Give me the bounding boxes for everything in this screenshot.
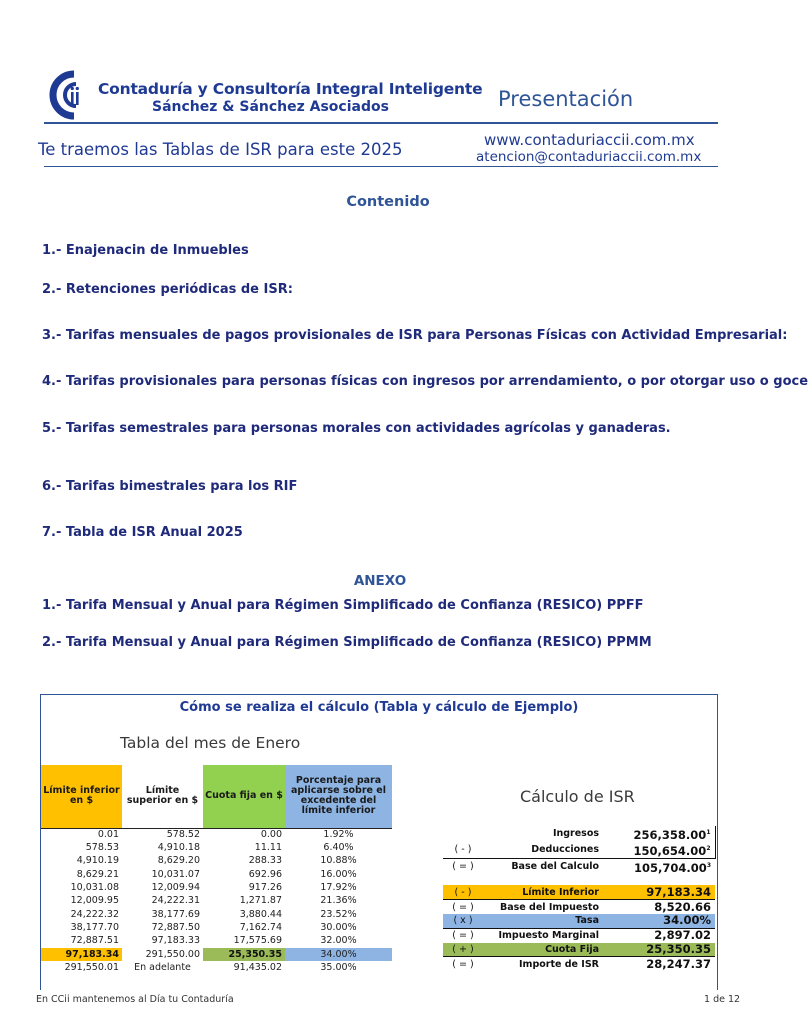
table-cell: 0.01	[97, 828, 119, 840]
calc-row-importe-isr	[443, 957, 715, 971]
calc-operator: ( = )	[452, 861, 474, 873]
header-divider	[44, 122, 718, 124]
header-divider-bottom	[44, 166, 718, 167]
calc-value: 8,520.66	[607, 900, 715, 914]
calc-label: Importe de ISR	[483, 957, 607, 971]
table-cell: 72,887.51	[70, 935, 119, 947]
table-row	[41, 828, 392, 841]
table-cell: 4,910.18	[157, 842, 200, 854]
table-row	[41, 881, 392, 894]
table-cell: 692.96	[248, 868, 282, 880]
table-cell: 25,350.35	[203, 948, 285, 961]
table-cell: 578.53	[85, 842, 119, 854]
table-cell: 38,177.70	[70, 922, 119, 934]
table-cell: 38,177.69	[151, 908, 200, 920]
table-cell: En adelante	[134, 962, 191, 974]
email-link[interactable]: atencion@contaduriaccii.com.mx	[476, 149, 702, 165]
table-row	[41, 895, 392, 908]
calc-spacer-cell	[443, 874, 483, 885]
page-title: Presentación	[498, 87, 634, 111]
table-cell: 0.00	[260, 828, 282, 840]
calc-row-base-calculo	[443, 858, 715, 874]
isr-table	[41, 765, 392, 975]
table-cell: 24,222.31	[151, 895, 200, 907]
table-cell: 578.52	[166, 828, 200, 840]
table-row	[41, 855, 392, 868]
calc-value: 256,358.00$^1$	[607, 826, 715, 842]
table-cell: 30.00%	[320, 922, 357, 934]
calc-label: Límite Inferior	[483, 885, 607, 899]
calc-spacer	[443, 874, 715, 885]
company-subtitle: Sánchez & Sánchez Asociados	[152, 99, 389, 115]
table-cell: 1,271.87	[239, 895, 282, 907]
footer-text: En CCii mantenemos al Día tu Contaduría	[36, 994, 234, 1005]
table-cell: 97,183.33	[151, 935, 200, 947]
table-cell: 91,435.02	[233, 962, 282, 974]
table-row	[41, 841, 392, 854]
calc-operator: ( = )	[443, 957, 483, 971]
annex-item-1[interactable]: 1.- Tarifa Mensual y Anual para Régimen Simplificado de Confianza (RESICO) PPFF	[42, 598, 644, 613]
table-cell: 10,031.08	[70, 882, 119, 894]
table-cell: 6.40%	[323, 842, 354, 854]
table-cell: 8,629.20	[157, 855, 200, 867]
calc-label: Cuota Fija	[483, 943, 607, 957]
table-row	[41, 908, 392, 921]
table-cell: 3,880.44	[239, 908, 282, 920]
calc-label: Base del Impuesto	[483, 900, 607, 914]
calc-row-base-impuesto	[443, 900, 715, 914]
header-porcentaje: Porcentaje para aplicarse sobre el excedente del límite inferior	[285, 765, 392, 828]
table-cell: 291,550.01	[64, 962, 119, 974]
calc-label: Deducciones	[483, 842, 607, 858]
toc-item-7[interactable]: 7.- Tabla de ISR Anual 2025	[42, 525, 243, 540]
calc-row-cuota-fija	[443, 943, 715, 957]
calc-operator: ( x )	[443, 914, 483, 928]
table-cell: 17.92%	[320, 882, 357, 894]
website-link[interactable]: www.contaduriaccii.com.mx	[484, 131, 695, 149]
calc-value: 97,183.34	[607, 885, 715, 899]
table-cell: 917.26	[248, 882, 282, 894]
calc-operator: ( - )	[443, 842, 483, 858]
table-cell: 72,887.50	[151, 922, 200, 934]
calc-label: Impuesto Marginal	[483, 928, 607, 942]
table-cell: 17,575.69	[233, 935, 282, 947]
calc-label: Tasa	[483, 914, 607, 928]
calc-value: 28,247.37	[607, 957, 715, 971]
calc-title: Cálculo de ISR	[520, 787, 635, 806]
table-cell: 11.11	[254, 842, 282, 854]
example-title: Cómo se realiza el cálculo (Tabla y cálculo de Ejemplo)	[179, 700, 579, 715]
table-row	[41, 935, 392, 948]
calc-row-impuesto-marginal	[443, 928, 715, 942]
table-row	[41, 961, 392, 974]
table-row	[41, 921, 392, 934]
table-cell: 8,629.21	[76, 868, 119, 880]
toc-item-6[interactable]: 6.- Tarifas bimestrales para los RIF	[42, 479, 298, 494]
calc-operator: ( - )	[443, 885, 483, 899]
toc-item-5[interactable]: 5.- Tarifas semestrales para personas morales con actividades agrícolas y ganaderas.	[42, 421, 671, 436]
contents-title: Contenido	[346, 194, 430, 210]
annex-item-2[interactable]: 2.- Tarifa Mensual y Anual para Régimen Simplificado de Confianza (RESICO) PPMM	[42, 635, 652, 650]
toc-item-3[interactable]: 3.- Tarifas mensuales de pagos provisionales de ISR para Personas Físicas con Actividad Empresarial:	[42, 328, 788, 343]
header-limite-inferior: Límite inferior en $	[41, 765, 122, 828]
toc-item-4[interactable]: 4.- Tarifas provisionales para personas físicas con ingresos por arrendamiento, o por otorgar uso o goce	[42, 374, 808, 389]
calc-operator	[443, 826, 483, 842]
calc-spacer-cell	[607, 874, 715, 885]
company-name: Contaduría y Consultoría Integral Inteligente	[98, 80, 483, 98]
calc-label: Ingresos	[552, 828, 599, 840]
calc-label: Base del Calculo	[511, 861, 599, 873]
calc-row-tasa	[443, 914, 715, 928]
header-tagline: Te traemos las Tablas de ISR para este 2025	[38, 140, 403, 159]
calc-row-deducciones	[443, 842, 715, 858]
calc-row-limite-inferior	[443, 885, 715, 899]
calc-table	[443, 826, 716, 971]
table-row-highlighted	[41, 948, 392, 961]
table-cell: 34.00%	[285, 948, 392, 961]
table-title: Tabla del mes de Enero	[120, 734, 301, 752]
table-cell: 7,162.74	[239, 922, 282, 934]
calc-value: 150,654.00$^2$	[607, 842, 715, 858]
table-cell: 24,222.32	[70, 908, 119, 920]
table-row	[41, 868, 392, 881]
toc-item-2[interactable]: 2.- Retenciones periódicas de ISR:	[42, 282, 293, 297]
table-cell: 10,031.07	[151, 868, 200, 880]
table-cell: 288.33	[248, 855, 282, 867]
table-cell: 35.00%	[320, 962, 357, 974]
table-cell: 16.00%	[320, 868, 357, 880]
calc-value: 25,350.35	[607, 943, 715, 957]
table-cell: 4,910.19	[76, 855, 119, 867]
company-logo-icon	[44, 70, 92, 120]
table-cell: 21.36%	[320, 895, 357, 907]
table-cell: 12,009.94	[151, 882, 200, 894]
header-cuota-fija: Cuota fija en $	[203, 765, 285, 828]
calc-operator: ( = )	[443, 928, 483, 942]
calc-value: 105,704.00$^3$	[634, 860, 711, 875]
calc-operator: ( + )	[443, 943, 483, 957]
calc-row-ingresos	[443, 826, 715, 842]
calc-spacer-cell	[483, 874, 607, 885]
calc-value: 34.00%	[607, 914, 715, 928]
table-cell: 291,550.00	[145, 948, 200, 960]
calc-value: 2,897.02	[607, 928, 715, 942]
table-cell: 32.00%	[320, 935, 357, 947]
calc-operator: ( = )	[443, 900, 483, 914]
table-cell: 23.52%	[320, 908, 357, 920]
page-number: 1 de 12	[704, 994, 741, 1005]
table-cell: 1.92%	[323, 828, 354, 840]
table-cell: 12,009.95	[70, 895, 119, 907]
annex-title: ANEXO	[353, 573, 407, 589]
table-cell: 10.88%	[320, 855, 357, 867]
toc-item-1[interactable]: 1.- Enajenacin de Inmuebles	[42, 243, 249, 258]
table-cell: 97,183.34	[41, 948, 122, 961]
header-limite-superior: Límite superior en $	[122, 765, 203, 828]
